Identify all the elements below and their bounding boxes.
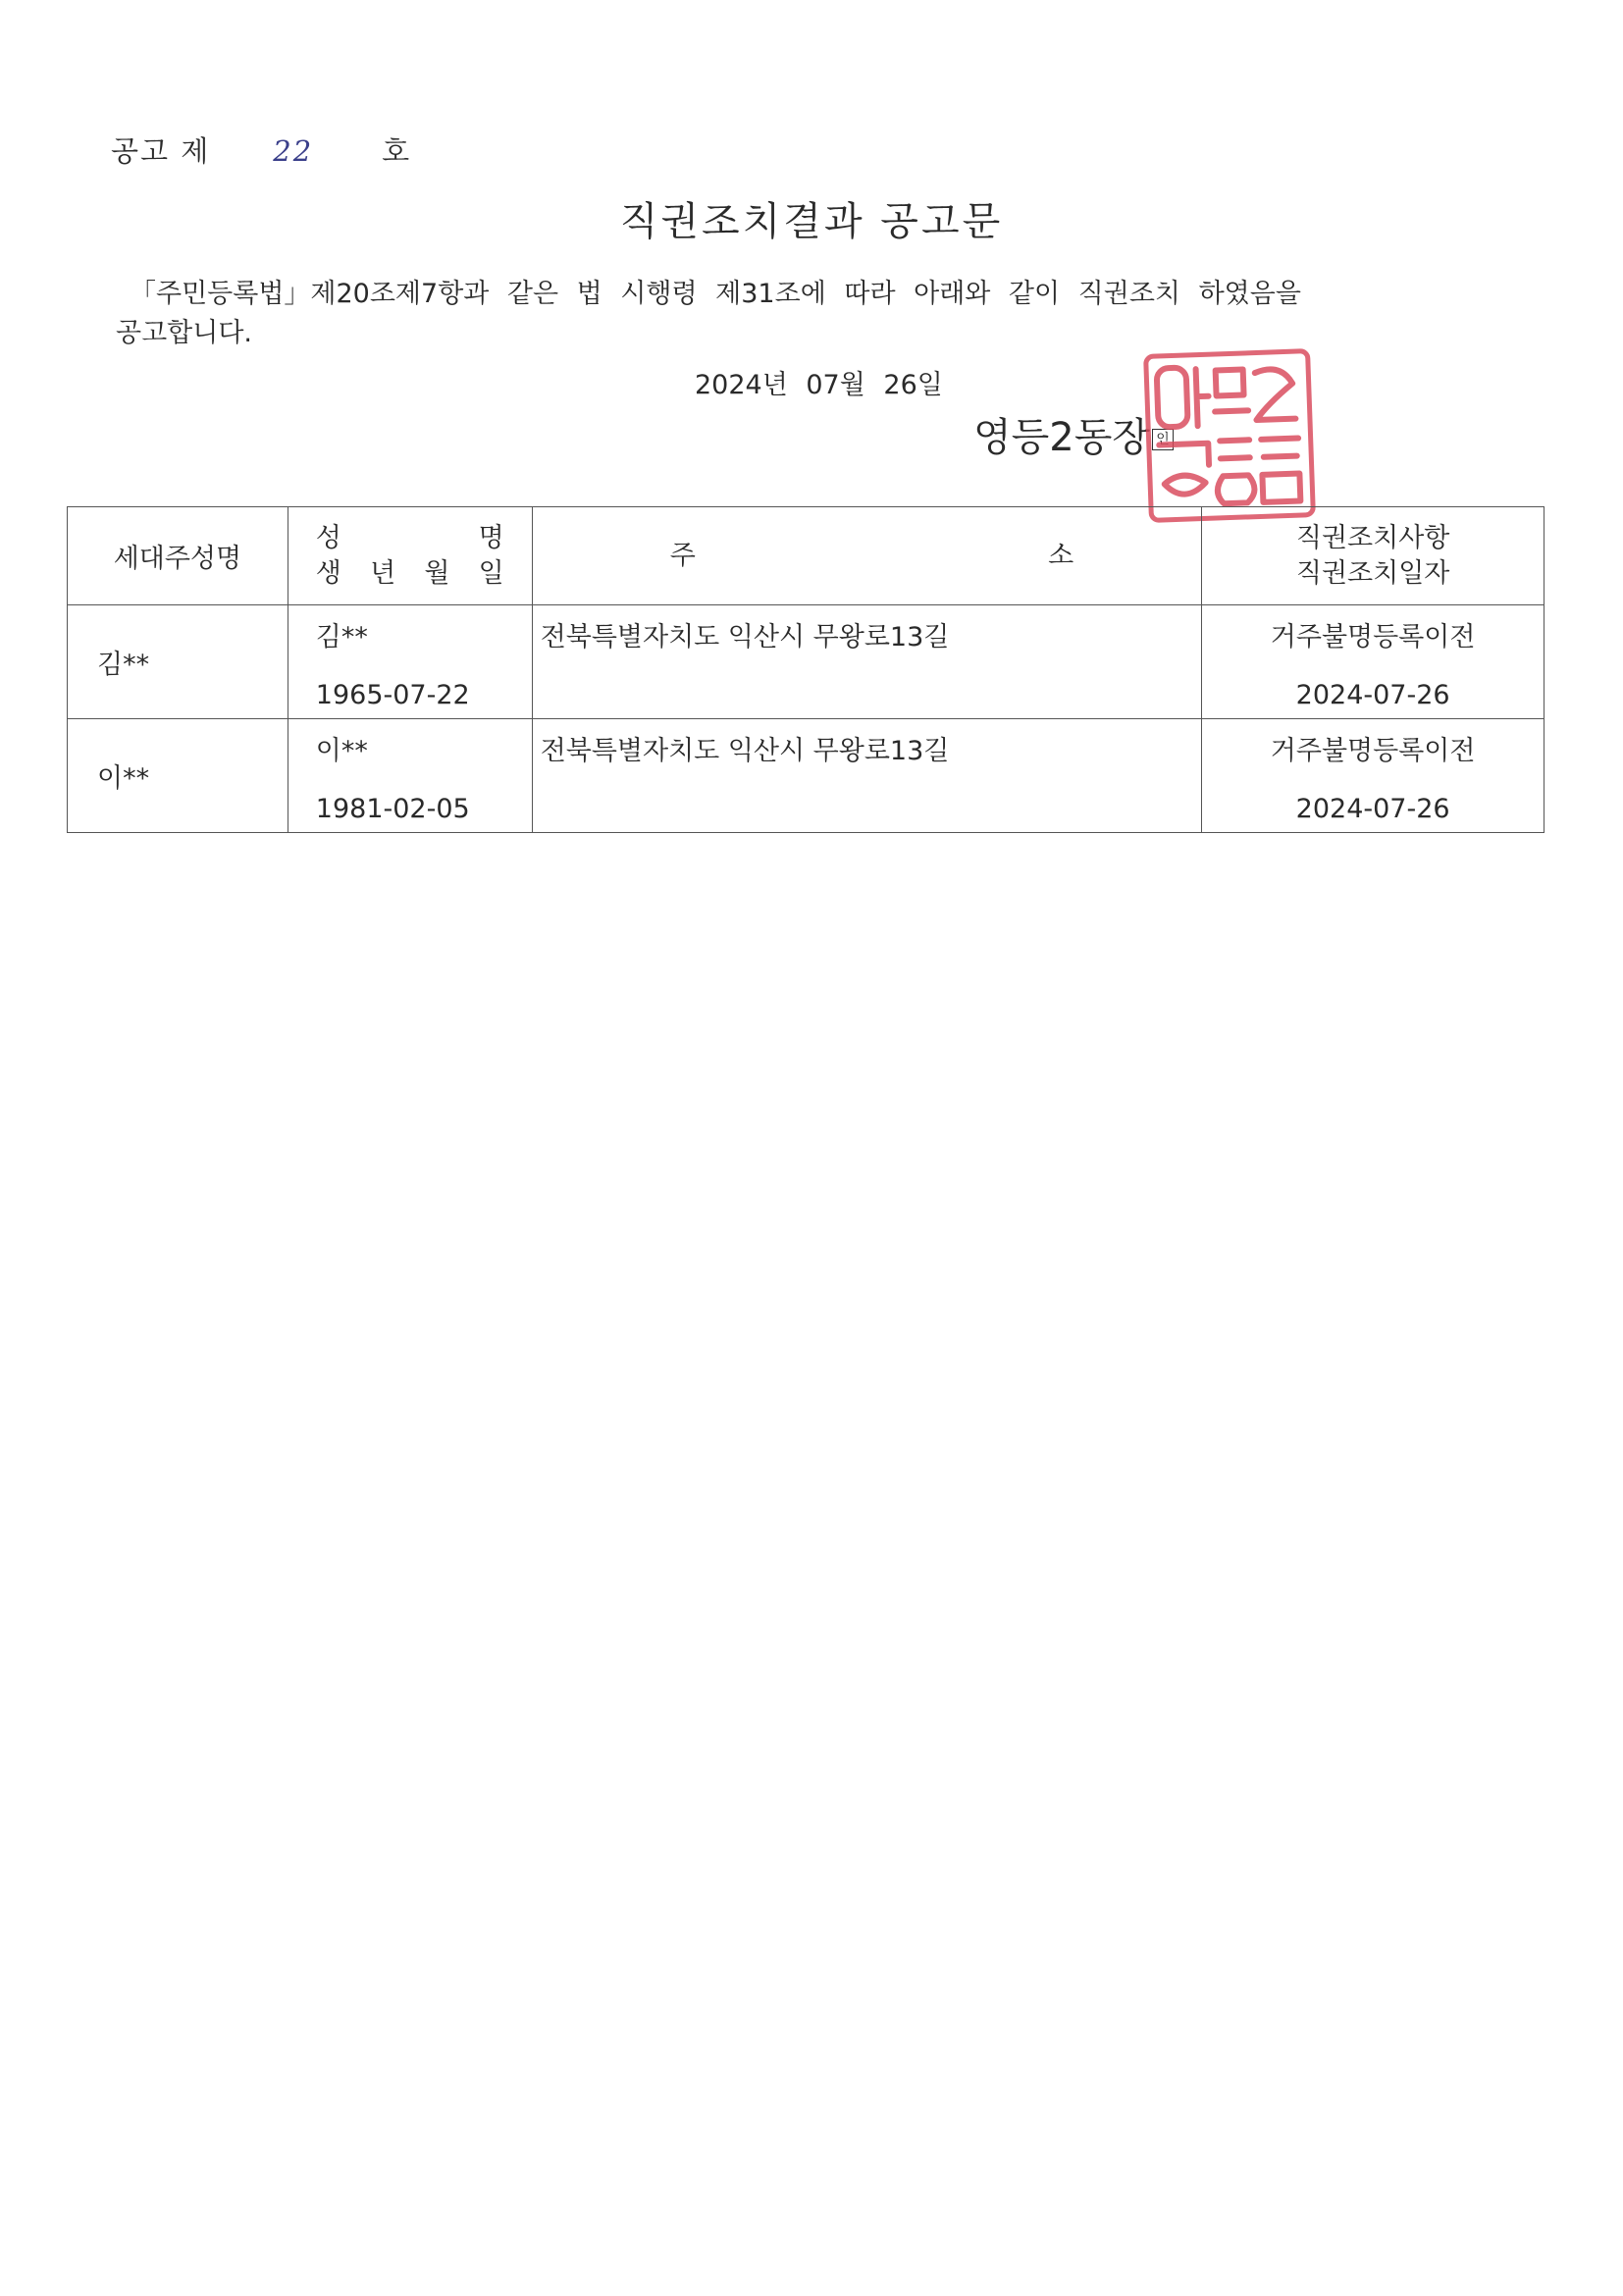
records-table xyxy=(67,506,1544,833)
action-date: 2024-07-26 xyxy=(1295,680,1450,710)
document-title: 직권조치결과 공고문 xyxy=(619,199,1004,244)
household-head-cell: 김** xyxy=(68,605,288,719)
seal-mark: 인 xyxy=(1152,429,1174,450)
header-address: 주 소 xyxy=(532,507,1202,605)
address-cell: 전북특별자치도 익산시 무왕로13길 xyxy=(532,605,1202,719)
issuer xyxy=(973,406,1174,462)
notice-prefix: 공고 제 xyxy=(111,134,211,168)
table-header-row xyxy=(68,507,1544,605)
header-household-head: 세대주성명 xyxy=(68,507,288,605)
header-action-date: 직권조치일자 xyxy=(1295,557,1450,589)
person-name: 김** xyxy=(315,622,368,652)
action-cell xyxy=(1202,719,1544,833)
action-cell xyxy=(1202,605,1544,719)
seal-glyphs xyxy=(1148,353,1311,517)
action-type: 거주불명등록이전 xyxy=(1270,736,1476,766)
body-line-2: 공고합니다. xyxy=(116,318,252,348)
birth-date: 1981-02-05 xyxy=(315,794,470,824)
header-name-birth xyxy=(288,507,532,605)
body-line-1: 「주민등록법」제20조제7항과 같은 법 시행령 제31조에 따라 아래와 같이 직권조치 하였음을 xyxy=(130,279,1301,309)
official-seal-stamp xyxy=(1143,348,1316,523)
household-head-cell: 이** xyxy=(68,719,288,833)
action-date: 2024-07-26 xyxy=(1295,794,1450,824)
issue-date: 2024년 07월 26일 xyxy=(695,370,943,400)
person-name: 이** xyxy=(315,736,368,766)
table-row xyxy=(68,605,1544,719)
notice-number xyxy=(111,130,411,170)
birth-date: 1965-07-22 xyxy=(315,680,470,710)
table-row xyxy=(68,719,1544,833)
address-cell: 전북특별자치도 익산시 무왕로13길 xyxy=(532,719,1202,833)
notice-suffix: 호 xyxy=(382,134,412,168)
header-name: 성 명 xyxy=(315,522,504,553)
notice-number-value: 22 xyxy=(273,134,314,168)
issuer-name: 영등2동장 xyxy=(973,415,1151,460)
header-action-type: 직권조치사항 xyxy=(1295,522,1450,553)
person-cell xyxy=(288,605,532,719)
person-cell xyxy=(288,719,532,833)
body-text xyxy=(116,275,1391,353)
header-birth: 생 년 월 일 xyxy=(315,557,504,589)
header-action xyxy=(1202,507,1544,605)
action-type: 거주불명등록이전 xyxy=(1270,622,1476,652)
